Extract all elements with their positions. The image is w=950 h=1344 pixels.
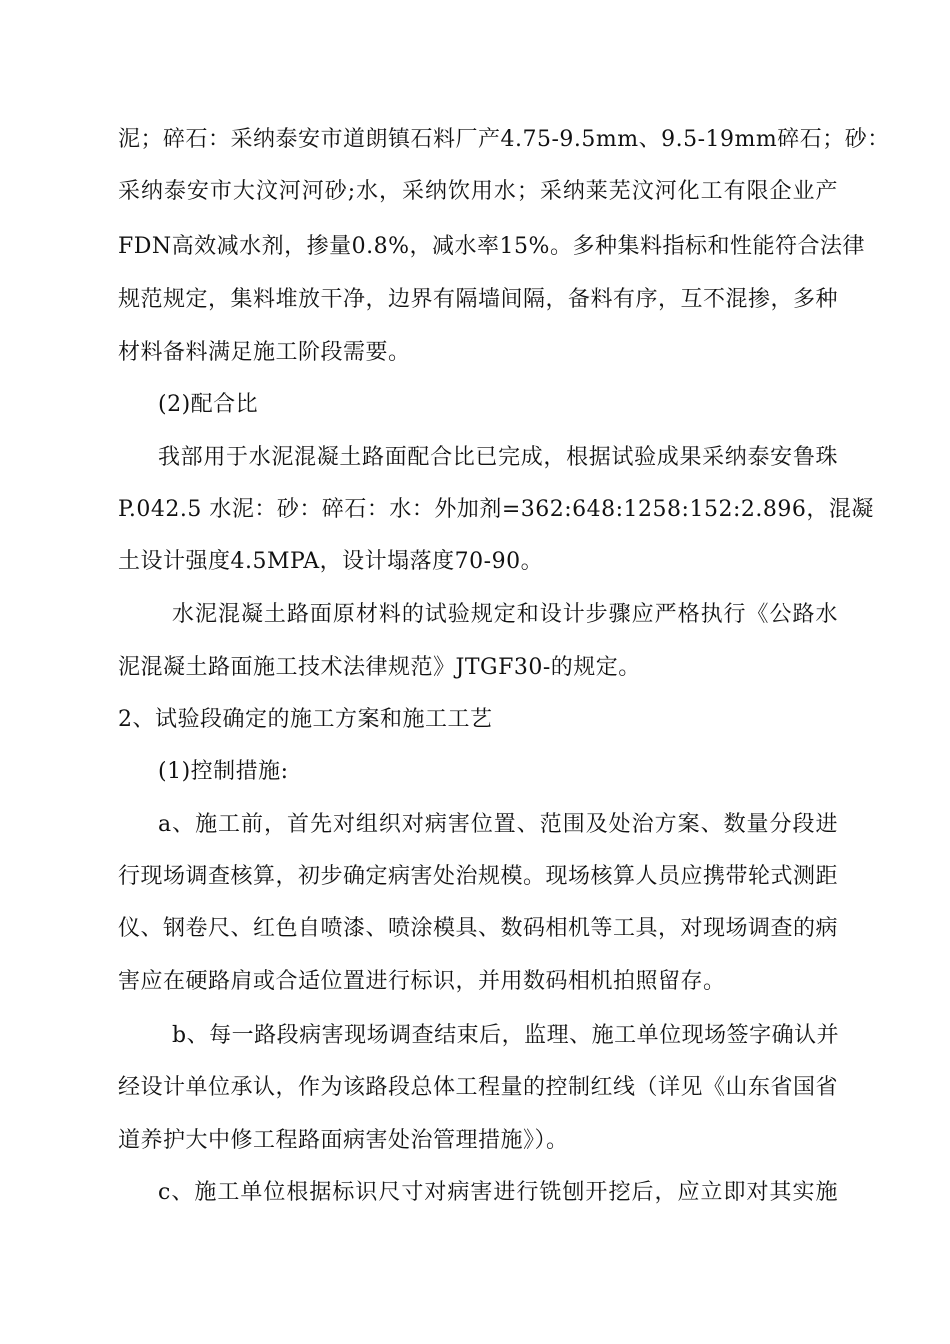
body-text-line: 泥；碎石：采纳泰安市道朗镇石料厂产4.75-9.5mm、9.5-19mm碎石；砂： (118, 127, 890, 152)
body-text-line: 规范规定，集料堆放干净，边界有隔墙间隔，备料有序，互不混掺，多种 (118, 287, 839, 312)
body-text-line: 我部用于水泥混凝土路面配合比已完成，根据试验成果采纳泰安鲁珠 (158, 445, 838, 470)
body-text-line: 行现场调查核算，初步确定病害处治规模。现场核算人员应携带轮式测距 (118, 864, 839, 889)
body-text-line: 经设计单位承认，作为该路段总体工程量的控制红线（详见《山东省国省 (118, 1075, 839, 1100)
subsection-heading: (1)控制措施: (158, 759, 289, 784)
section-heading: 2、试验段确定的施工方案和施工工艺 (118, 707, 493, 732)
body-text-line: 仪、钢卷尺、红色自喷漆、喷涂模具、数码相机等工具，对现场调查的病 (118, 916, 839, 941)
body-text-line: FDN高效减水剂，掺量0.8%，减水率15%。多种集料指标和性能符合法律 (118, 234, 865, 259)
body-text-line: 材料备料满足施工阶段需要。 (118, 340, 411, 365)
body-text-line: 土设计强度4.5MPA，设计塌落度70-90。 (118, 549, 544, 574)
body-text-line: 采纳泰安市大汶河河砂;水，采纳饮用水；采纳莱芜汶河化工有限企业产 (118, 179, 838, 204)
body-text-line: b、每一路段病害现场调查结束后，监理、施工单位现场签字确认并 (172, 1023, 840, 1048)
body-text-line: P.042.5 水泥：砂：碎石：水：外加剂=362:648:1258:152:2.896，混凝 (118, 497, 874, 522)
body-text-line: c、施工单位根据标识尺寸对病害进行铣刨开挖后，应立即对其实施 (158, 1180, 838, 1205)
body-text-line: 泥混凝土路面施工技术法律规范》JTGF30-的规定。 (118, 655, 641, 680)
body-text-line: 害应在硬路肩或合适位置进行标识，并用数码相机拍照留存。 (118, 969, 726, 994)
body-text-line: a、施工前，首先对组织对病害位置、范围及处治方案、数量分段进 (158, 812, 838, 837)
body-text-line: 水泥混凝土路面原材料的试验规定和设计步骤应严格执行《公路水 (172, 602, 838, 627)
section-heading: (2)配合比 (158, 392, 259, 417)
body-text-line: 道养护大中修工程路面病害处治管理措施》）。 (118, 1128, 569, 1153)
